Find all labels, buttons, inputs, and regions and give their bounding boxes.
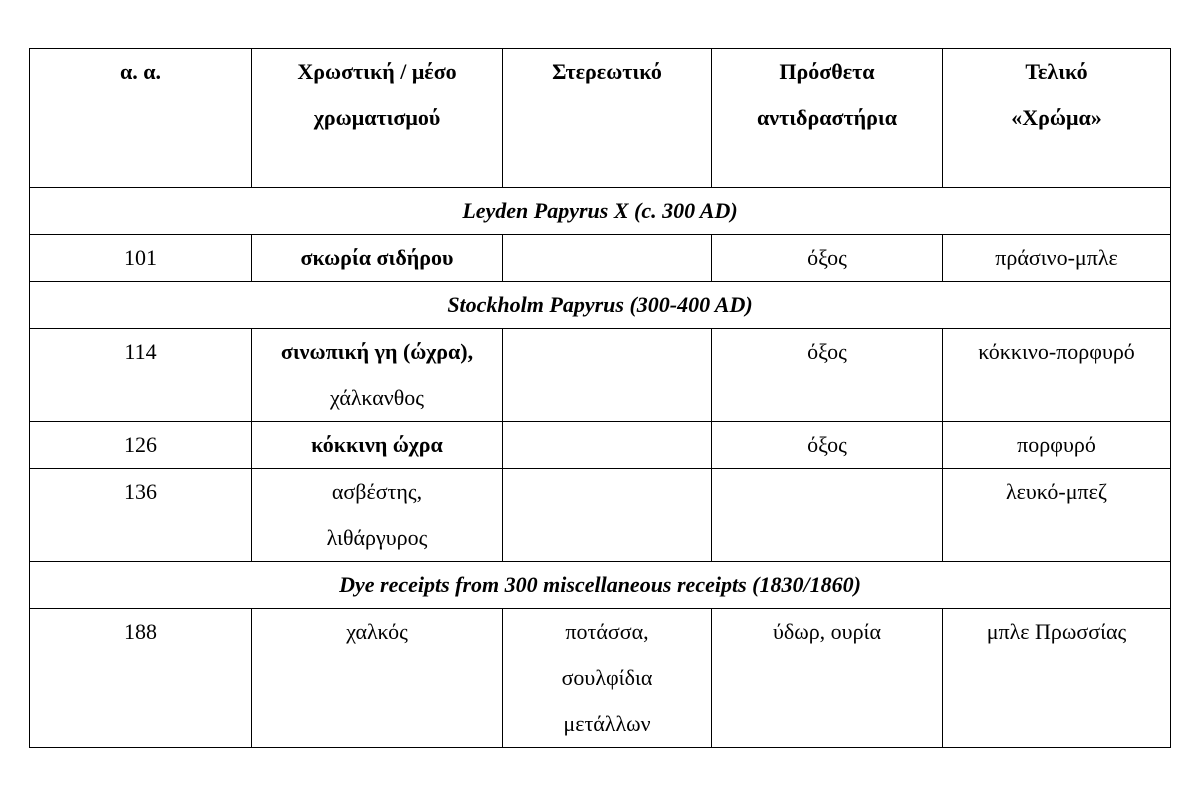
table-row bbox=[30, 422, 1171, 469]
row-final-color: πράσινο-μπλε bbox=[943, 235, 1171, 282]
row-additives bbox=[712, 469, 943, 562]
row-final-color: πορφυρό bbox=[943, 422, 1171, 469]
row-pigment: σκωρία σιδήρου bbox=[252, 235, 503, 282]
row-number: 136 bbox=[30, 469, 252, 562]
section-title: Stockholm Papyrus (300-400 AD) bbox=[30, 282, 1171, 329]
row-number: 126 bbox=[30, 422, 252, 469]
row-pigment: ασβέστης, λιθάργυρος bbox=[252, 469, 503, 562]
row-mordant: ποτάσσα, σουλφίδια μετάλλων bbox=[503, 609, 712, 748]
table-row bbox=[30, 235, 1171, 282]
row-additives: όξος bbox=[712, 329, 943, 422]
row-number: 114 bbox=[30, 329, 252, 422]
section-row bbox=[30, 188, 1171, 235]
header-row bbox=[30, 49, 1171, 188]
row-number: 188 bbox=[30, 609, 252, 748]
section-title: Leyden Papyrus X (c. 300 AD) bbox=[30, 188, 1171, 235]
row-additives: όξος bbox=[712, 235, 943, 282]
row-pigment: κόκκινη ώχρα bbox=[252, 422, 503, 469]
table-row bbox=[30, 469, 1171, 562]
table-row bbox=[30, 329, 1171, 422]
row-final-color: κόκκινο-πορφυρό bbox=[943, 329, 1171, 422]
row-pigment: χαλκός bbox=[252, 609, 503, 748]
row-additives: ύδωρ, ουρία bbox=[712, 609, 943, 748]
row-final-color: λευκό-μπεζ bbox=[943, 469, 1171, 562]
header-mordant: Στερεωτικό bbox=[503, 49, 712, 188]
header-number: α. α. bbox=[30, 49, 252, 188]
table-row bbox=[30, 609, 1171, 748]
section-title: Dye receipts from 300 miscellaneous receipts (1830/1860) bbox=[30, 562, 1171, 609]
row-mordant bbox=[503, 469, 712, 562]
row-pigment: σινωπική γη (ώχρα), χάλκανθος bbox=[252, 329, 503, 422]
header-final-color: Τελικό «Χρώμα» bbox=[943, 49, 1171, 188]
row-additives: όξος bbox=[712, 422, 943, 469]
row-mordant bbox=[503, 422, 712, 469]
row-mordant bbox=[503, 235, 712, 282]
row-number: 101 bbox=[30, 235, 252, 282]
row-mordant bbox=[503, 329, 712, 422]
section-row bbox=[30, 562, 1171, 609]
header-additives: Πρόσθετα αντιδραστήρια bbox=[712, 49, 943, 188]
header-pigment: Χρωστική / μέσο χρωματισμού bbox=[252, 49, 503, 188]
pigment-table bbox=[29, 48, 1171, 748]
row-final-color: μπλε Πρωσσίας bbox=[943, 609, 1171, 748]
section-row bbox=[30, 282, 1171, 329]
